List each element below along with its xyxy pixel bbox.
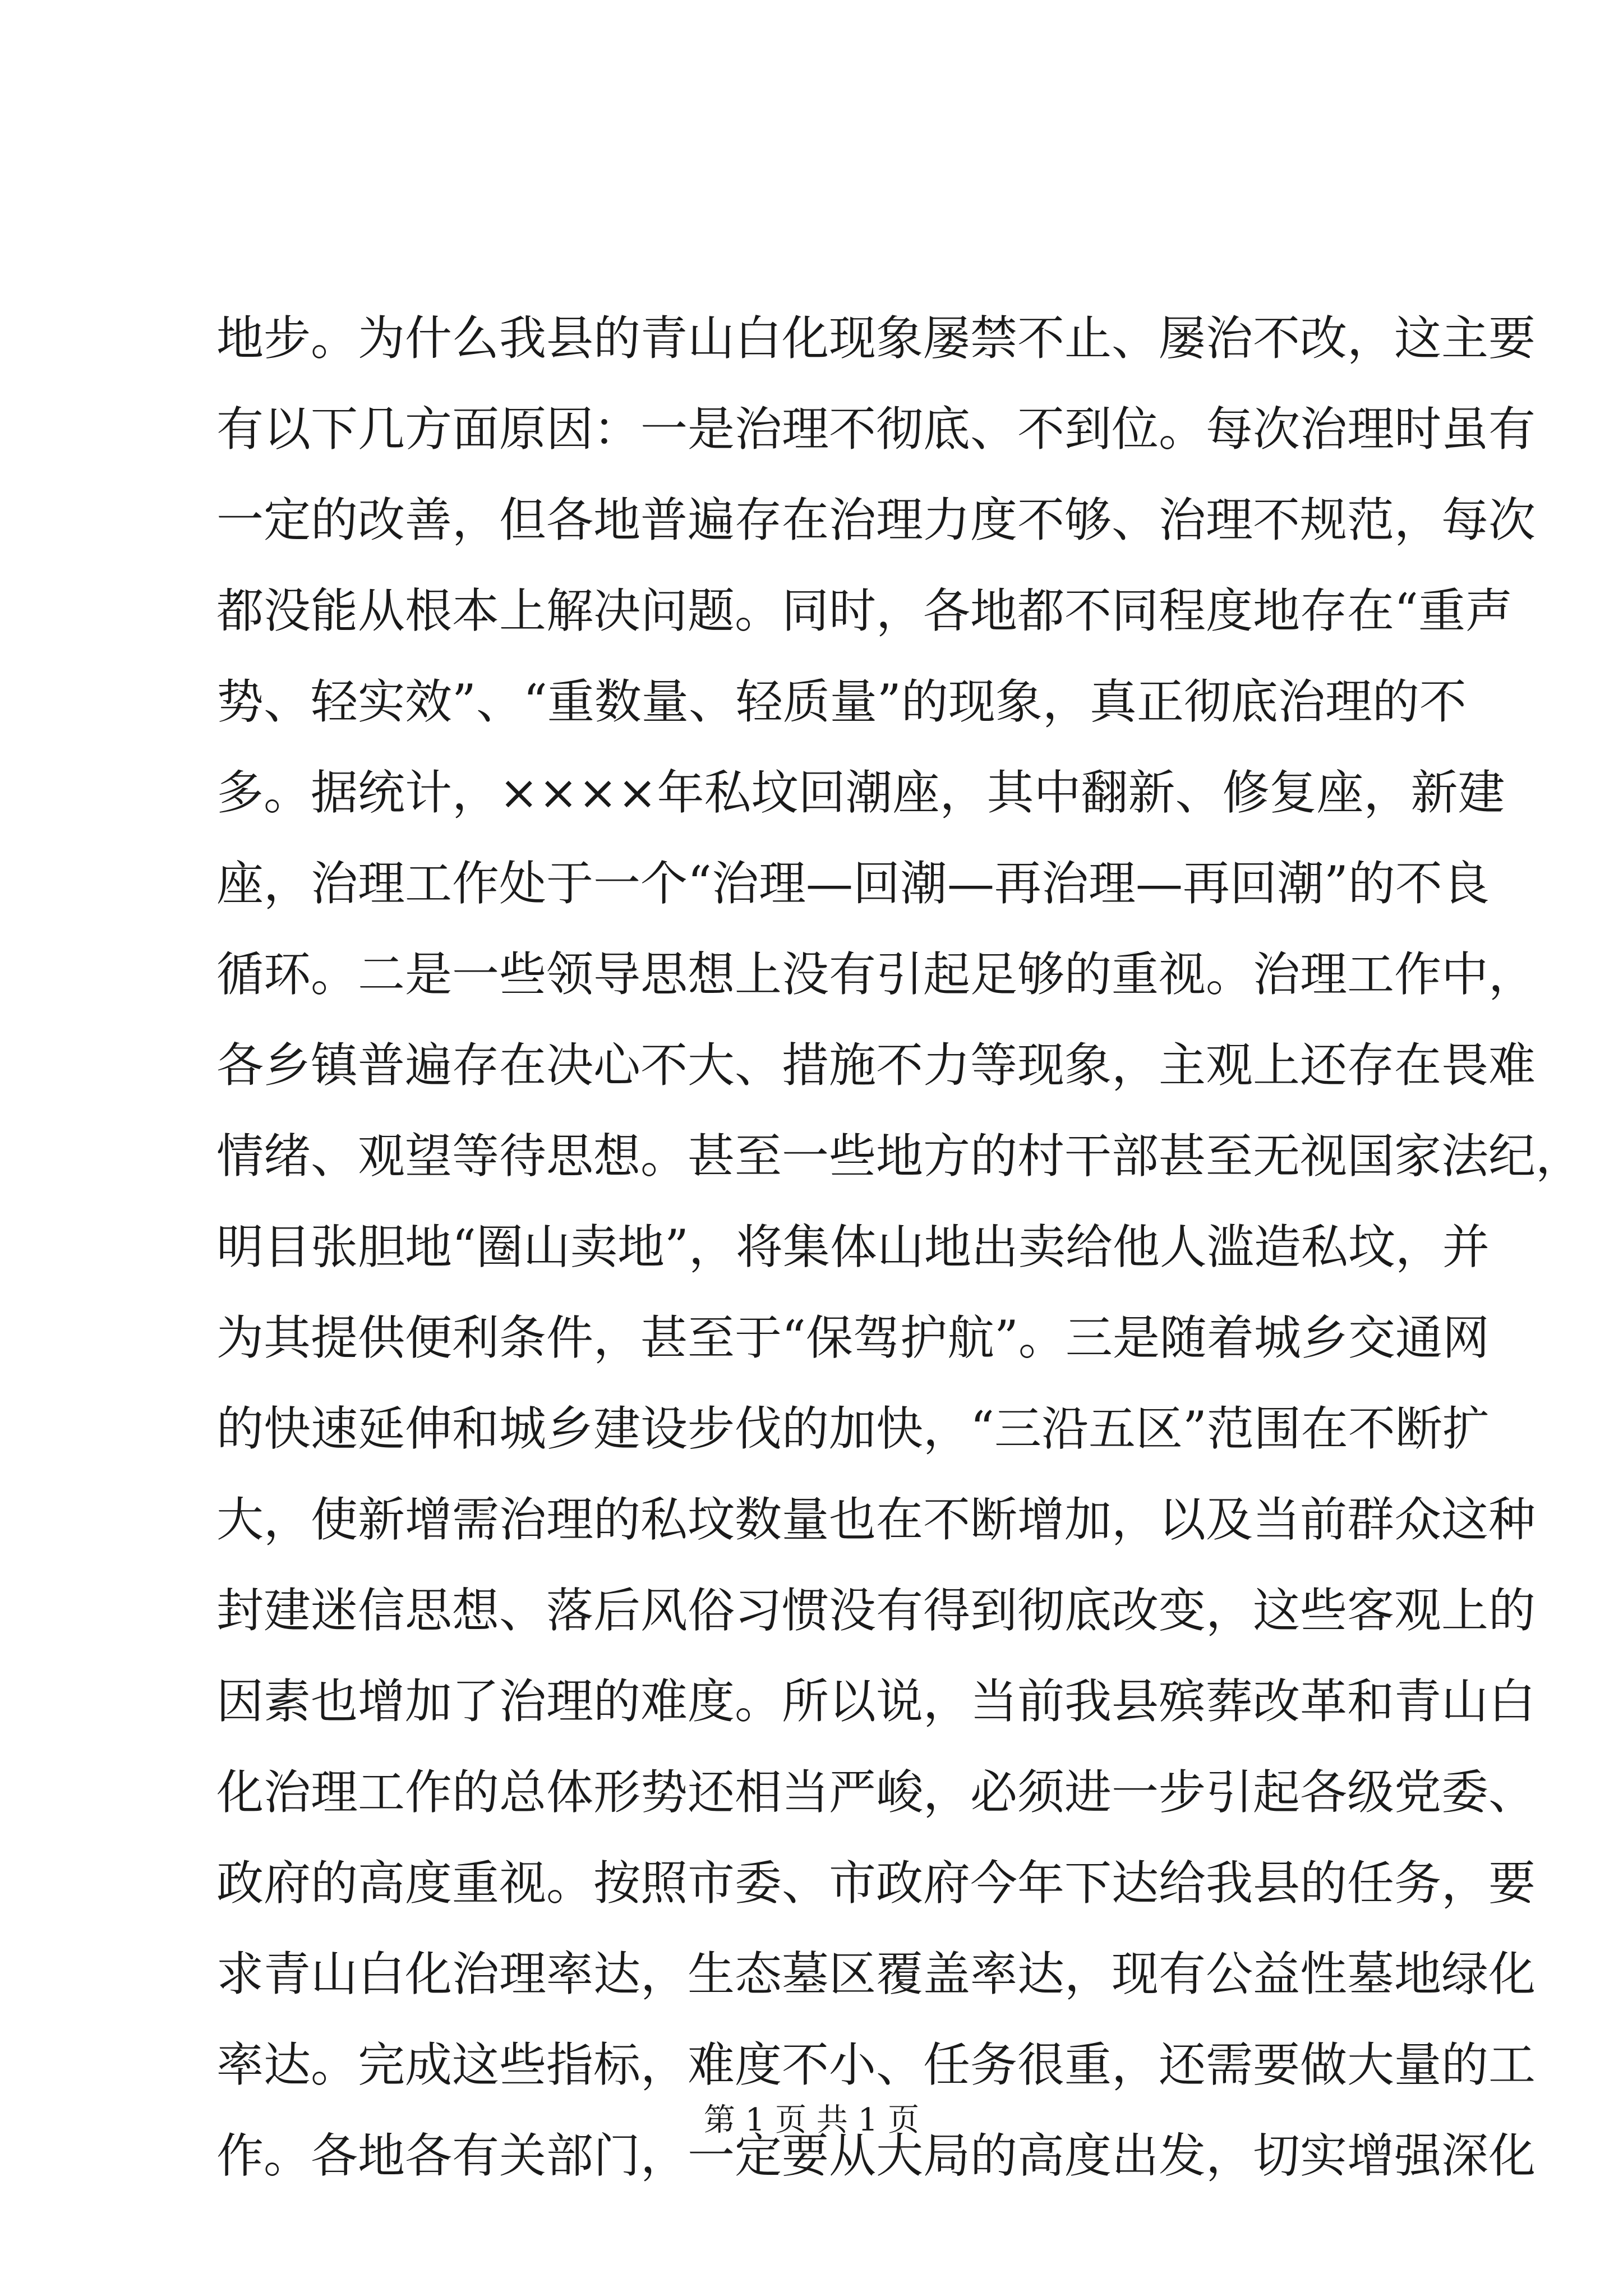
text-line: 化治理工作的总体形势还相当严峻，必须进一步引起各级党委、 <box>216 1765 1536 1820</box>
text-line: 因素也增加了治理的难度。所以说，当前我县殡葬改革和青山白 <box>216 1674 1536 1729</box>
text-line: 率达。完成这些指标，难度不小、任务很重，还需要做大量的工 <box>216 2037 1536 2092</box>
text-line: 座，治理工作处于一个“治理—回潮—再治理—再回潮”的不良 <box>216 856 1490 911</box>
page-number-label: 第 1 页 共 1 页 <box>703 2102 920 2138</box>
text-line: 明目张胆地“圈山卖地”，将集体山地出卖给他人滥造私坟，并 <box>216 1220 1490 1274</box>
body-paragraph <box>216 293 1583 2201</box>
text-line: 政府的高度重视。按照市委、市政府今年下达给我县的任务，要 <box>216 1856 1536 1911</box>
text-line: 作。各地各有关部门，一定要从大局的高度出发，切实增强深化 <box>216 2128 1536 2183</box>
text-line: 地步。为什么我县的青山白化现象屡禁不止、屡治不改，这主要 <box>216 311 1536 366</box>
page-footer <box>0 2098 1623 2143</box>
text-line: 为其提供便利条件，甚至于“保驾护航”。三是随着城乡交通网 <box>216 1310 1490 1365</box>
text-line: 情绪、观望等待思想。甚至一些地方的村干部甚至无视国家法纪， <box>216 1129 1583 1184</box>
text-line: 都没能从根本上解决问题。同时，各地都不同程度地存在“重声 <box>216 583 1513 638</box>
text-line: 循环。二是一些领导思想上没有引起足够的重视。治理工作中， <box>216 947 1536 1002</box>
text-line: 各乡镇普遍存在决心不大、措施不力等现象，主观上还存在畏难 <box>216 1038 1536 1093</box>
text-line: 的快速延伸和城乡建设步伐的加快，“三沿五区”范围在不断扩 <box>216 1401 1490 1456</box>
text-line: 有以下几方面原因：一是治理不彻底、不到位。每次治理时虽有 <box>216 402 1536 457</box>
text-line: 多。据统计，××××年私坟回潮座，其中翻新、修复座，新建 <box>216 765 1505 820</box>
text-line: 求青山白化治理率达，生态墓区覆盖率达，现有公益性墓地绿化 <box>216 1947 1536 2001</box>
text-line: 一定的改善，但各地普遍存在治理力度不够、治理不规范，每次 <box>216 493 1536 547</box>
text-line: 势、轻实效”、“重数量、轻质量”的现象，真正彻底治理的不 <box>216 674 1467 729</box>
text-line: 大，使新增需治理的私坟数量也在不断增加，以及当前群众这种 <box>216 1492 1536 1547</box>
text-line: 封建迷信思想、落后风俗习惯没有得到彻底改变，这些客观上的 <box>216 1583 1536 1638</box>
